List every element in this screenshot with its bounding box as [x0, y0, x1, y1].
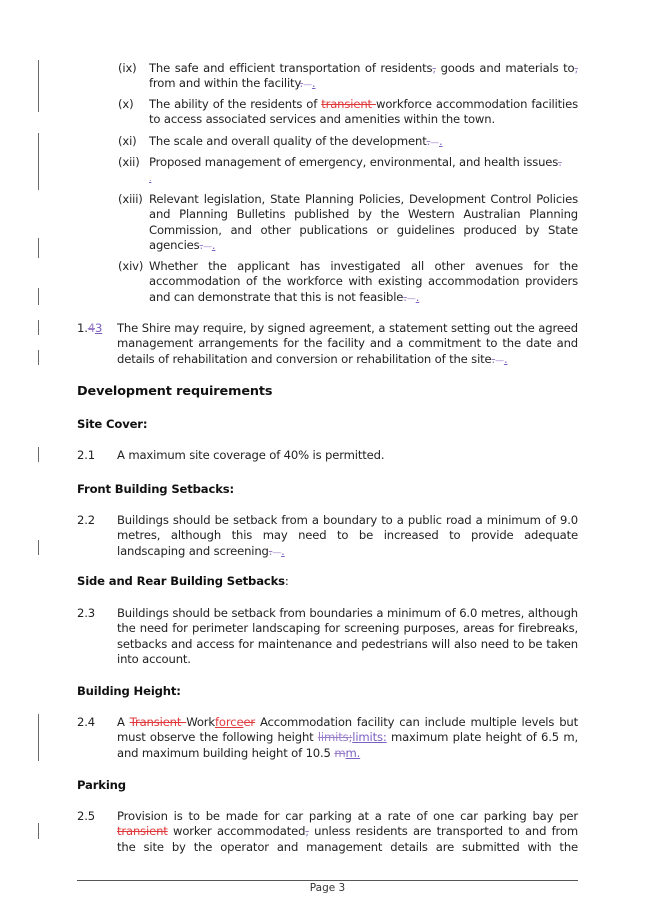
deleted-text: .: [403, 289, 407, 304]
change-bar: [38, 540, 39, 555]
deleted-text: .: [199, 238, 204, 253]
list-number: (xiii): [118, 192, 143, 206]
clause-number: 2.5: [77, 809, 95, 823]
inserted-text: .: [503, 351, 508, 366]
list-number: (xii): [118, 155, 140, 169]
deleted-text: limits;: [317, 730, 353, 745]
list-item-text: Whether the applicant has investigated all other avenues for the accommodation of the workforce with existing accommodation providers and can demonstrate that this is not feasible.—.: [149, 259, 578, 304]
inserted-text: force: [214, 715, 244, 729]
deleted-text: .: [558, 155, 562, 169]
deleted-text: ,: [432, 61, 436, 75]
deleted-text: transient: [117, 824, 168, 839]
footer-divider: [77, 880, 578, 881]
change-bar: [38, 60, 39, 112]
change-bar: [38, 823, 39, 839]
inserted-text: .: [211, 238, 216, 253]
inserted-text: 3: [95, 321, 103, 335]
deleted-text: .: [268, 543, 273, 558]
change-bar: [38, 288, 39, 305]
inserted-text: .: [149, 174, 152, 184]
clause-number: 2.3: [77, 606, 95, 620]
inserted-text: limits:: [352, 730, 387, 745]
deleted-text: Transient: [129, 715, 187, 729]
list-item-text: The ability of the residents of transient workforce accommodation facilities to access associated services and amenities within the town.: [149, 97, 578, 127]
deleted-text: transient: [321, 97, 376, 111]
deleted-text: .: [299, 76, 304, 91]
subsection-heading: Building Height:: [77, 684, 181, 698]
deleted-text: m: [334, 745, 346, 760]
list-number: (xiv): [118, 259, 144, 273]
deleted-text: 4: [87, 321, 95, 335]
deleted-text: .: [491, 351, 496, 366]
clause-text: Provision is to be made for car parking at a rate of one car parking bay per transient worker accommodated, unless residents are transported to and from the site by the operator and management details are submitted with the: [117, 809, 578, 854]
change-bar: [38, 133, 39, 190]
inserted-text: .: [281, 543, 285, 558]
clause-text: A maximum site coverage of 40% is permitted.: [117, 448, 385, 462]
clause-number: 2.4: [77, 715, 95, 729]
deleted-text: er: [243, 715, 256, 729]
list-number: (xi): [118, 134, 137, 148]
clause-text: A Transient Workforceer Accommodation facility can include multiple levels but must observe the following height limits;limits: maximum plate height of 6.5 m, and maximum building height of 10.5 mm.: [117, 715, 579, 760]
page-number: Page 3: [309, 882, 346, 894]
inserted-text: m.: [345, 745, 361, 760]
clause-number: 2.1: [77, 448, 95, 462]
clause-text: Buildings should be setback from boundaries a minimum of 6.0 metres, although the need for perimeter landscaping for screening purposes, areas for firebreaks, setbacks and access for maintenance and pedestrians will also need to be taken into account.: [117, 606, 578, 667]
list-number: (x): [118, 97, 134, 111]
list-number: (ix): [118, 61, 137, 75]
subsection-heading: Front Building Setbacks:: [77, 482, 234, 496]
list-item-text: The scale and overall quality of the development.—.: [149, 134, 443, 148]
list-item-text: Proposed management of emergency, environmental, and health issues. .: [149, 155, 562, 184]
subsection-heading: Site Cover:: [77, 417, 148, 431]
change-bar: [38, 238, 39, 258]
clause-number: 1.43: [77, 321, 103, 335]
subsection-heading: Side and Rear Building Setbacks:: [77, 574, 289, 588]
change-bar: [38, 350, 39, 365]
list-item-text: The safe and efficient transportation of residents, goods and materials to, from and within the facility.—.: [149, 61, 578, 91]
list-item-text: Relevant legislation, State Planning Policies, Development Control Policies and Planning Bulletins published by the Western Australian Planning Commission, and other publications or guidelines produced by State agencies.—.: [149, 192, 578, 253]
deleted-text: ,: [574, 61, 578, 75]
change-bar: [38, 714, 39, 761]
inserted-text: .: [311, 76, 316, 91]
clause-text: The Shire may require, by signed agreement, a statement setting out the agreed management arrangements for the facility and a commitment to the date and details of rehabilitation and conversion or rehabilitation of the site.—.: [117, 321, 578, 366]
change-bar: [38, 447, 39, 462]
deleted-text: ,: [305, 824, 309, 839]
deleted-text: .: [426, 134, 431, 148]
section-heading: Development requirements: [77, 384, 273, 399]
inserted-text: .: [415, 289, 420, 304]
subsection-heading: Parking: [77, 778, 126, 792]
change-bar: [38, 320, 39, 335]
clause-number: 2.2: [77, 513, 95, 527]
clause-text: Buildings should be setback from a boundary to a public road a minimum of 9.0 metres, although this may need to be increased to provide adequate landscaping and screening.—.: [117, 513, 578, 558]
inserted-text: .: [439, 134, 443, 148]
